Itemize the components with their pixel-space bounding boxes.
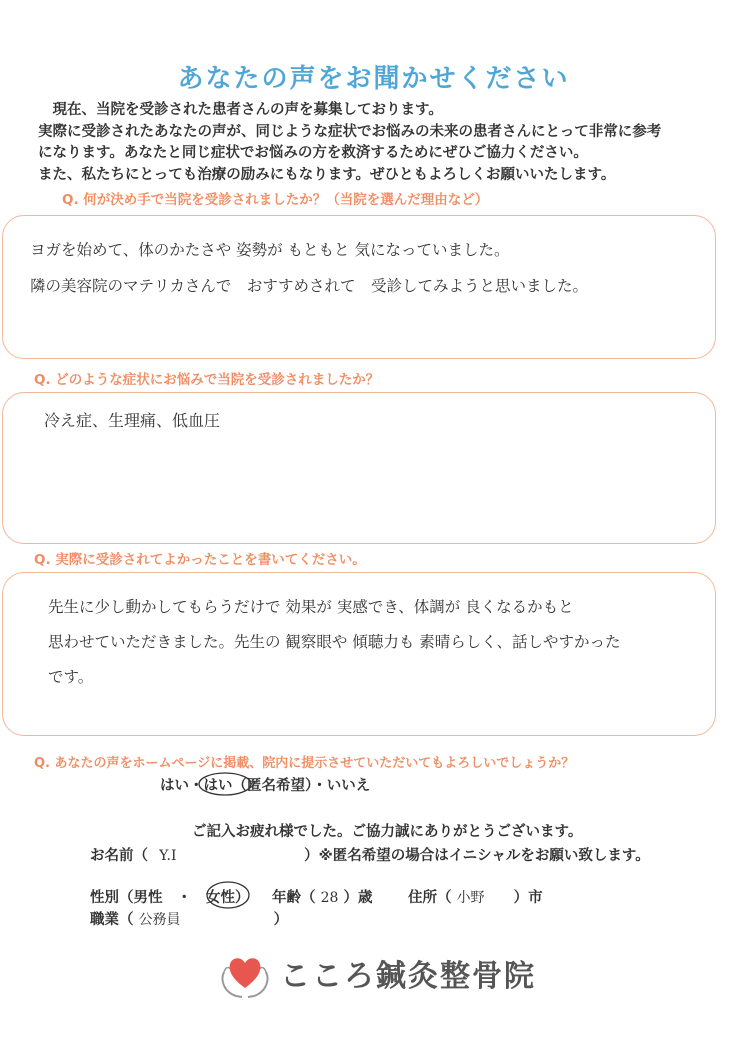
answer-line: 先生に少し動かしてもらうだけで 効果が 実感でき、体調が 良くなるかもと: [48, 598, 574, 616]
answer-line: ヨガを始めて、体のかたさや 姿勢が もともと 気になっていました。: [30, 241, 510, 259]
job-label: 職業（: [90, 912, 134, 928]
name-value: Y.I: [159, 848, 177, 864]
page-title: あなたの声をお聞かせください: [177, 64, 570, 94]
answer-line: 思わせていただきました。先生の 観察眼や 傾聴力も 素晴らしく、話しやすかった: [48, 633, 621, 651]
intro-line: また、私たちにとっても治療の励みにもなります。ぜひともよろしくお願いいたします。: [38, 166, 616, 183]
answer-line: です。: [48, 668, 94, 686]
answer-1: [30, 232, 588, 304]
answer-line: 冷え症、生理痛、低血圧: [44, 411, 221, 430]
answer-3: [48, 590, 620, 695]
job-row: [90, 908, 288, 929]
gender-label: 性別（男性 ・ 女性）: [90, 890, 250, 906]
clinic-logo-text: こころ鍼灸整骨院: [280, 959, 536, 994]
job-close: ）: [273, 912, 289, 928]
name-note: ）※匿名希望の場合はイニシャルをお願い致します。: [304, 848, 650, 864]
age-row: [272, 886, 372, 907]
name-row: [90, 844, 650, 865]
name-label: お名前（: [90, 848, 148, 864]
question-4: Q. あなたの声をホームページに掲載、院内に提示させていただいてもよろしいでしょうか？: [34, 756, 575, 771]
answer-line: 隣の美容院のマテリカさんで おすすめされて 受診してみようと思いました。: [30, 277, 589, 295]
publish-options: はい・はい（匿名希望）・いいえ: [160, 778, 371, 794]
address-label: 住所（: [408, 890, 452, 906]
intro-line: になります。あなたと同じ症状でお悩みの方を救済するためにぜひご協力ください。: [38, 145, 588, 161]
intro-line: 実際に受診されたあなたの声が、同じような症状でお悩みの未来の患者さんにとって非常に参考: [38, 123, 662, 140]
selection-circle-icon: [196, 770, 254, 798]
answer-2: [44, 408, 220, 431]
thanks-text: ご記入お疲れ様でした。ご協力誠にありがとうございます。: [192, 824, 583, 840]
heart-in-hands-icon: [216, 944, 274, 1000]
age-label: 年齢（: [272, 890, 316, 906]
job-value: 公務員: [138, 912, 181, 928]
question-2: Q. どのような症状にお悩みで当院を受診されましたか？: [34, 372, 380, 388]
address-unit: ）市: [513, 890, 543, 906]
age-value: 28: [320, 890, 339, 906]
question-1: Q. 何が決め手で当院を受診されましたか？（当院を選んだ理由など）: [62, 192, 489, 208]
address-row: [408, 886, 543, 907]
age-unit: ）歳: [343, 890, 373, 906]
question-3: Q. 実際に受診されてよかったことを書いてください。: [34, 552, 366, 568]
selection-circle-icon: [204, 879, 252, 911]
address-value: 小野: [456, 890, 485, 906]
intro-text: [38, 100, 718, 186]
intro-line: 現在、当院を受診された患者さんの声を募集しております。: [38, 102, 443, 118]
